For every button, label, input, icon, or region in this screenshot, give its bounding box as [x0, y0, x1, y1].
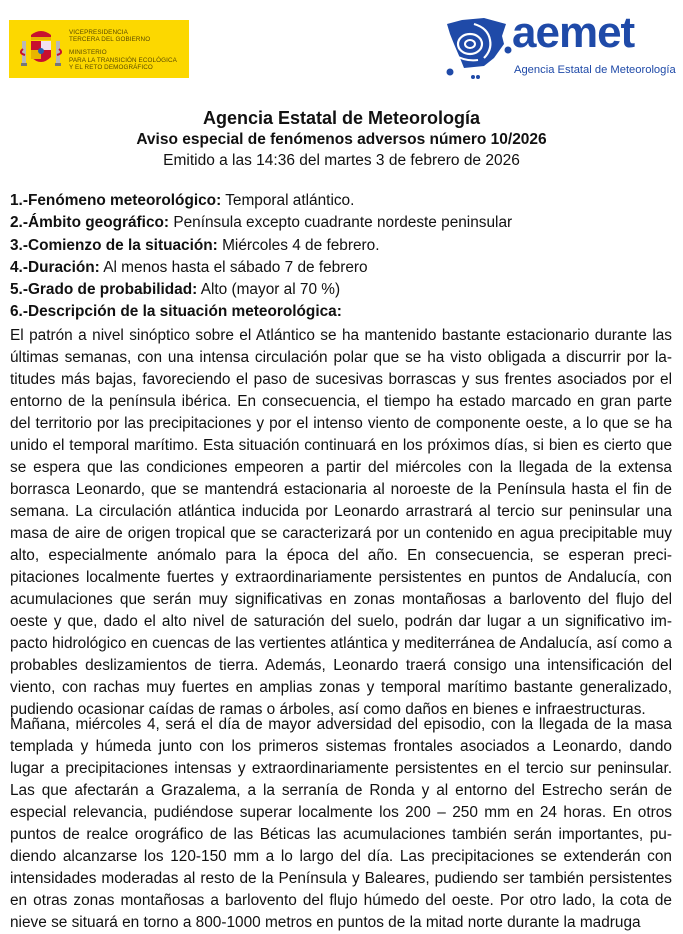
issued-date: Emitido a las 14:36 del martes 3 de febrero de 2026	[163, 152, 520, 169]
field-label: 4.-Duración:	[10, 258, 100, 276]
spain-map-icon	[444, 14, 512, 84]
field-label: 6.-Descripción de la situación meteorológica:	[10, 303, 342, 321]
coat-of-arms-icon	[19, 27, 63, 71]
field-value: Temporal atlántico.	[221, 192, 355, 209]
field-value: Península excepto cuadrante nordeste peninsular	[169, 214, 513, 232]
government-logo	[9, 20, 189, 78]
field-label: 1.-Fenómeno meteorológico:	[10, 192, 222, 209]
gov-line-1: VICEPRESIDENCIA	[69, 29, 128, 36]
field-start	[10, 235, 512, 257]
aemet-wordmark: aemet	[512, 8, 635, 57]
field-label: 5.-Grado de probabilidad:	[10, 281, 198, 299]
aemet-subtitle: Agencia Estatal de Meteorología	[514, 64, 676, 76]
agency-title: Agencia Estatal de Meteorología	[202, 108, 481, 128]
government-text	[69, 29, 177, 71]
gov-line-2: TERCERA DEL GOBIERNO	[69, 36, 151, 44]
gov-line-4: PARA LA TRANSICIÓN ECOLÓGICA	[69, 56, 177, 64]
field-probability	[10, 279, 512, 301]
title-block	[0, 107, 683, 171]
notice-title: Aviso especial de fenómenos adversos número 10/2026	[136, 131, 547, 148]
field-label: 3.-Comienzo de la situación:	[10, 236, 218, 254]
field-value: Al menos hasta el sábado 7 de febrero	[99, 258, 368, 276]
gov-line-5: Y EL RETO DEMOGRÁFICO	[69, 63, 153, 71]
gov-line-3: MINISTERIO	[69, 49, 107, 57]
description-paragraph-1: El patrón a nivel sinóptico sobre el Atlántico se ha mantenido bastante estacionario durante las últimas semanas, con una intensa circulación polar que se ha visto obligada a discurrir por latitudes más bajas, favoreciendo el paso de sucesivas borrascas y sus frentes asociados por el entorno de la península ibérica. En consecuencia, el tiempo ha estado marcado en gran parte del territorio por las precipitaciones y por el intenso viento de componente oeste, a lo que se ha unido el temporal marítimo. Esta situación continuará en los próximos días, si bien es cierto que se espera que las condiciones empeoren a partir del miércoles con la llegada de la extensa borrasca Leonardo, que se mantendrá estacionaria al noroeste de la Península hasta el fin de semana. La circulación atlántica inducida por Leonardo arrastrará al tercio sur peninsular una masa de aire de origen tropical que se caracterizará por un contenido en agua precipitable muy alto, especialmente anómalo para la época del año. En consecuencia, se esperan precipitaciones localmente fuertes y extraordinariamente persistentes en puntos de Andalucía, con acumulaciones que serán muy significativas en zonas montañosas a barlovento del flujo del oeste y que, dado el alto nivel de saturación del suelo, podrán dar lugar a un significativo impacto hidrológico en cuencas de las vertientes atlántica y mediterránea de Andalucía, así como a probables deslizamientos de tierra. Además, Leonardo traerá consigo una intensificación del viento, con rachas muy fuertes en amplias zonas y temporal marítimo bastante generalizado, pudiendo ocasionar caídas de ramas o árboles, así como daños en bienes e infraestructuras.	[10, 327, 672, 718]
warning-fields	[10, 190, 512, 324]
field-label: 2.-Ámbito geográfico:	[10, 214, 170, 232]
field-description-heading	[10, 301, 512, 323]
aemet-logo	[444, 8, 680, 84]
field-phenomenon	[10, 190, 512, 212]
field-geographic-scope	[10, 212, 512, 234]
description-paragraph-2: Mañana, miércoles 4, será el día de mayor adversidad del episodio, con la llegada de la masa templada y húmeda junto con los primeros sistemas frontales asociados a Leonardo, dando lugar a precipitaciones intensas y extraordinariamente persistentes en el tercio sur peninsular. Las que afectarán a Grazalema, a la serranía de Ronda y al entorno del Estrecho serán de especial relevancia, pudiéndose superar localmente los 200 – 250 mm en 24 horas. En otros puntos de realce orográfico de las Béticas las acumulaciones también serán importantes, pudiendo alcanzarse los 120-150 mm a lo largo del día. Las precipitaciones se extenderán con intensidades moderadas al resto de la Península y Baleares, pudiendo ser también persistentes en otras zonas montañosas a barlovento del flujo húmedo del oeste. Por otro lado, la cota de nieve se situará en torno a 800-1000 metros en puntos de la mitad norte durante la madruga	[10, 716, 672, 931]
field-value: Alto (mayor al 70 %)	[197, 281, 341, 299]
field-duration	[10, 257, 512, 279]
field-value: Miércoles 4 de febrero.	[217, 236, 380, 254]
